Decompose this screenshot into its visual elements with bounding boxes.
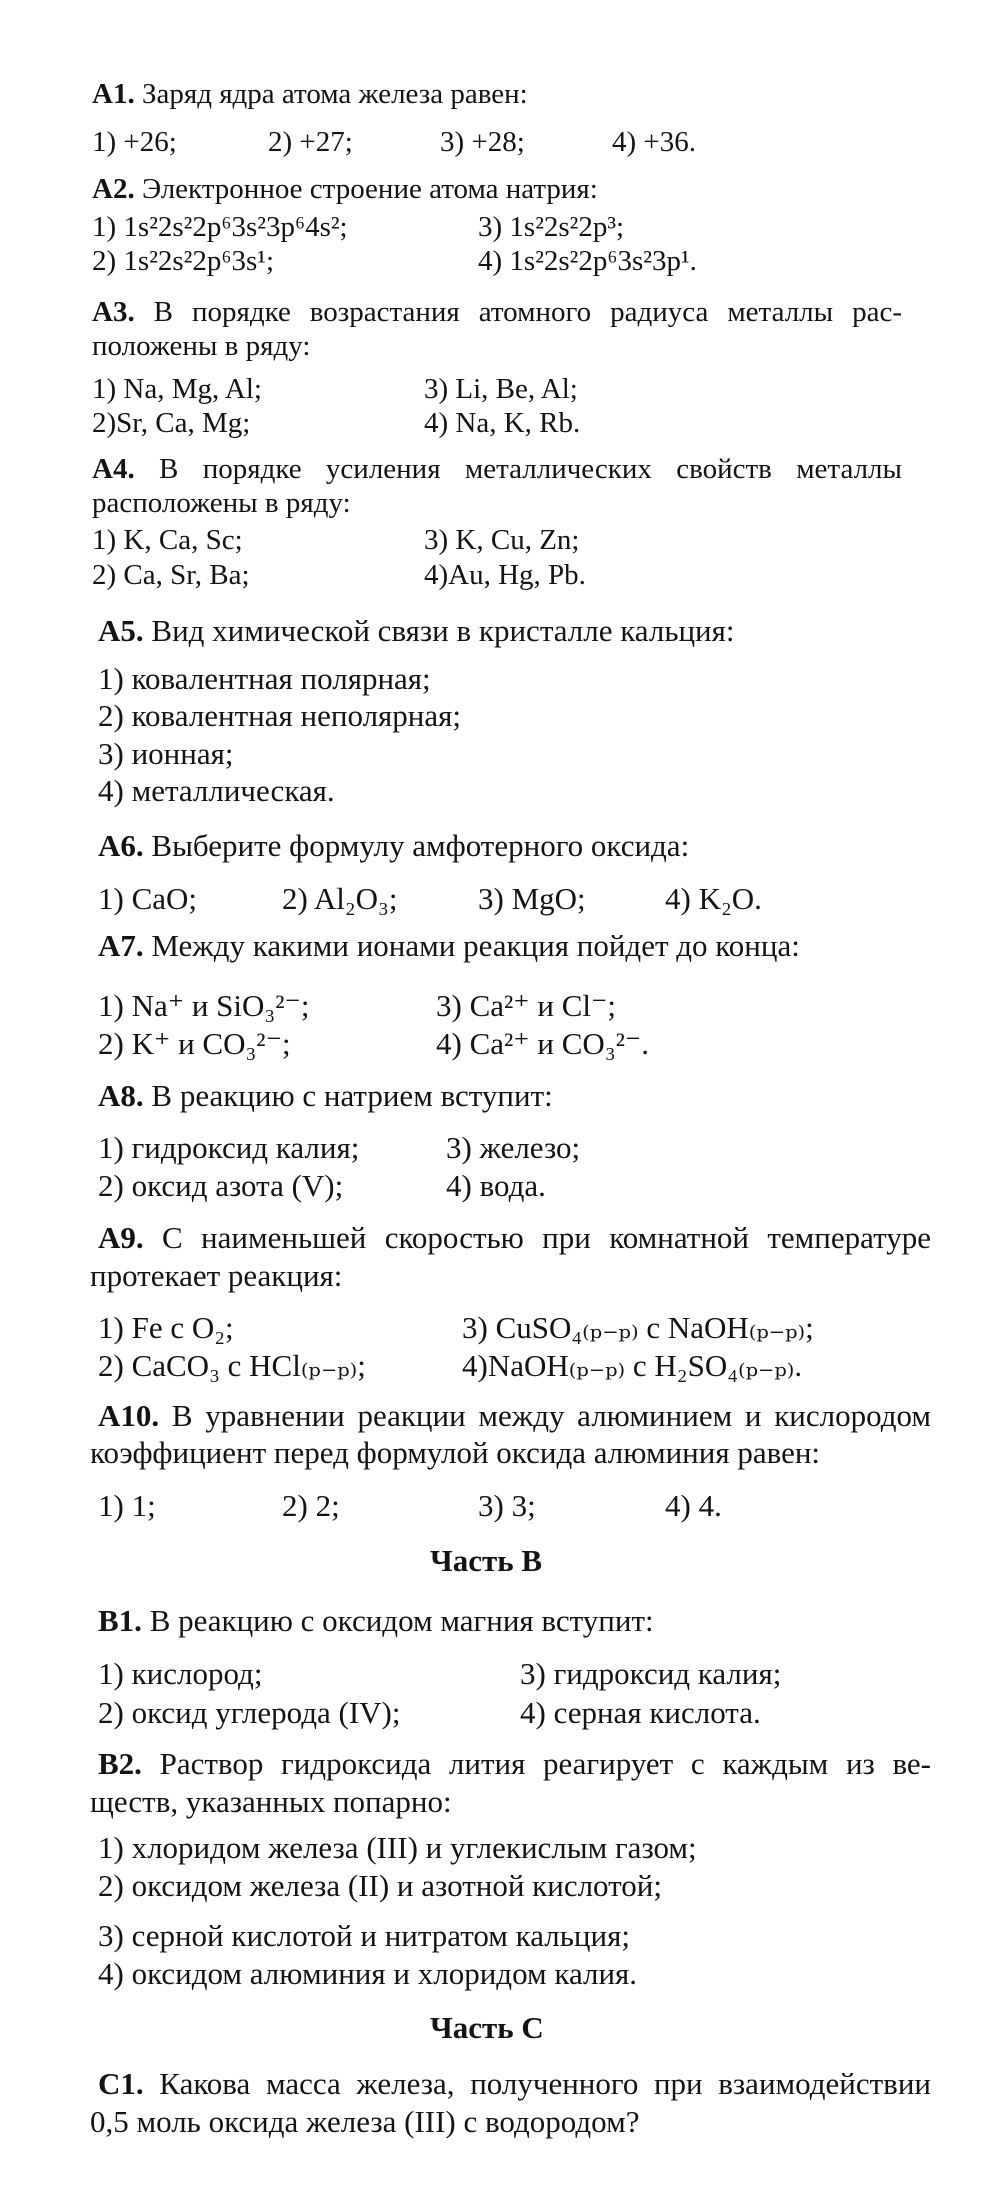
question-label: А5. [98,613,144,648]
option: 3) 1s²2s²2p³; [478,211,625,243]
question-text-continued: положены в ряду: [92,330,311,362]
question-text: В реакцию с натрием вступит: [151,1078,553,1113]
question-label: А8. [98,1078,144,1113]
question-label: В1. [98,1603,142,1638]
option: 2) Al₂O₃; [282,881,398,916]
option: 3) MgO; [478,881,586,916]
question-text-continued: протекает реакция: [90,1258,343,1293]
question-a10 [98,1400,931,1431]
question-label: С1. [98,2066,144,2101]
option: 1) Na⁺ и SiO₃²⁻; [98,988,310,1023]
question-label: А9. [98,1220,144,1255]
option: 2) ковалентная неполярная; [98,698,462,733]
question-text: Заряд ядра атома железа равен: [141,78,528,110]
option: 3) +28; [440,126,525,158]
option: 1) 1; [98,1488,156,1523]
question-text: Раствор гидроксида лития реагирует с каждым из ве- [159,1746,932,1781]
option: 1) +26; [92,126,177,158]
question-text-continued: расположены в ряду: [92,487,351,519]
question-text-continued: коэффициент перед формулой оксида алюминия равен: [90,1435,821,1470]
question-text: Какова масса железа, полученного при взаимодействии [159,2066,931,2101]
option: 2) Ca, Sr, Ba; [92,559,250,591]
question-text: Между какими ионами реакция пойдет до конца: [151,928,800,963]
question-label: А7. [98,928,144,963]
option: 3) гидроксид калия; [520,1656,782,1691]
option: 4) +36. [612,126,697,158]
question-text-continued: ществ, указанных попарно: [90,1784,452,1819]
option: 1) кислород; [98,1656,263,1691]
option: 1) Fe с O₂; [98,1310,234,1345]
question-a2 [92,175,598,204]
option: 4) 1s²2s²2p⁶3s²3p¹. [478,245,697,277]
option: 1) CaO; [98,881,198,916]
option: 4) оксидом алюминия и хлоридом калия. [98,1956,638,1991]
question-a1 [92,80,528,109]
question-b1 [98,1605,654,1636]
option: 1) K, Ca, Sc; [92,524,243,556]
option: 2) K⁺ и CO₃²⁻; [98,1026,291,1061]
question-a9 [98,1222,931,1253]
question-label: А1. [92,78,135,110]
option: 3) серной кислотой и нитратом кальция; [98,1918,630,1953]
question-b2 [98,1748,931,1779]
question-a4 [92,455,902,484]
option: 2) CaCO₃ с HCl₍ₚ₋ₚ₎; [98,1348,366,1383]
question-text: Вид химической связи в кристалле кальция: [151,613,735,648]
option: 3) Ca²⁺ и Cl⁻; [436,988,617,1023]
option: 2) оксид азота (V); [98,1168,344,1203]
option: 4) Na, K, Rb. [424,407,581,439]
question-text: Электронное строение атома натрия: [141,173,598,205]
option: 1) ковалентная полярная; [98,661,431,696]
option: 4) серная кислота. [520,1695,761,1730]
option: 4)NaOH₍ₚ₋ₚ₎ с H₂SO₄₍ₚ₋ₚ₎. [462,1348,803,1383]
question-label: А4. [92,453,135,485]
option: 3) Li, Be, Al; [424,373,578,405]
option: 4)Au, Hg, Pb. [424,559,586,591]
section-heading-part-c: Часть С [430,2010,544,2045]
question-a5 [98,615,735,646]
option: 3) железо; [446,1130,581,1165]
option: 4) 4. [665,1488,722,1523]
question-label: А6. [98,828,144,863]
question-a7 [98,930,800,961]
question-text: В порядке усиления металлических свойств металлы [159,453,902,485]
question-a6 [98,830,689,861]
question-a3 [92,298,902,327]
question-text: Выберите формулу амфотерного оксида: [151,828,690,863]
option: 2) 1s²2s²2p⁶3s¹; [92,245,275,277]
question-label: А3. [92,296,135,328]
question-c1 [98,2068,931,2099]
section-heading-part-b: Часть В [430,1543,543,1578]
option: 1) 1s²2s²2p⁶3s²3p⁶4s²; [92,211,348,243]
option: 4) Ca²⁺ и CO₃²⁻. [436,1026,650,1061]
option: 1) гидроксид калия; [98,1130,360,1165]
option: 2) оксид углерода (IV); [98,1695,401,1730]
option: 3) CuSO₄₍ₚ₋ₚ₎ с NaOH₍ₚ₋ₚ₎; [462,1310,814,1345]
option: 1) Na, Mg, Al; [92,373,262,405]
question-label: А10. [98,1398,160,1433]
option: 2) оксидом железа (II) и азотной кислотой; [98,1868,662,1903]
question-text: С наименьшей скоростью при комнатной температуре [162,1220,932,1255]
question-text: В уравнении реакции между алюминием и кислородом [171,1398,931,1433]
option: 3) ионная; [98,736,234,771]
option: 3) 3; [478,1488,536,1523]
option: 2)Sr, Ca, Mg; [92,407,251,439]
option: 4) K₂O. [665,881,762,916]
option: 1) хлоридом железа (III) и углекислым газом; [98,1830,697,1865]
option: 4) металлическая. [98,773,335,808]
question-label: В2. [98,1746,142,1781]
question-text: В порядке возрастания атомного радиуса металлы рас- [153,296,902,328]
question-label: А2. [92,173,135,205]
question-text: В реакцию с оксидом магния вступит: [149,1603,654,1638]
question-text-continued: 0,5 моль оксида железа (III) с водородом? [90,2104,640,2139]
option: 2) 2; [282,1488,340,1523]
option: 2) +27; [268,126,353,158]
option: 4) вода. [446,1168,546,1203]
option: 3) K, Cu, Zn; [424,524,580,556]
question-a8 [98,1080,553,1111]
